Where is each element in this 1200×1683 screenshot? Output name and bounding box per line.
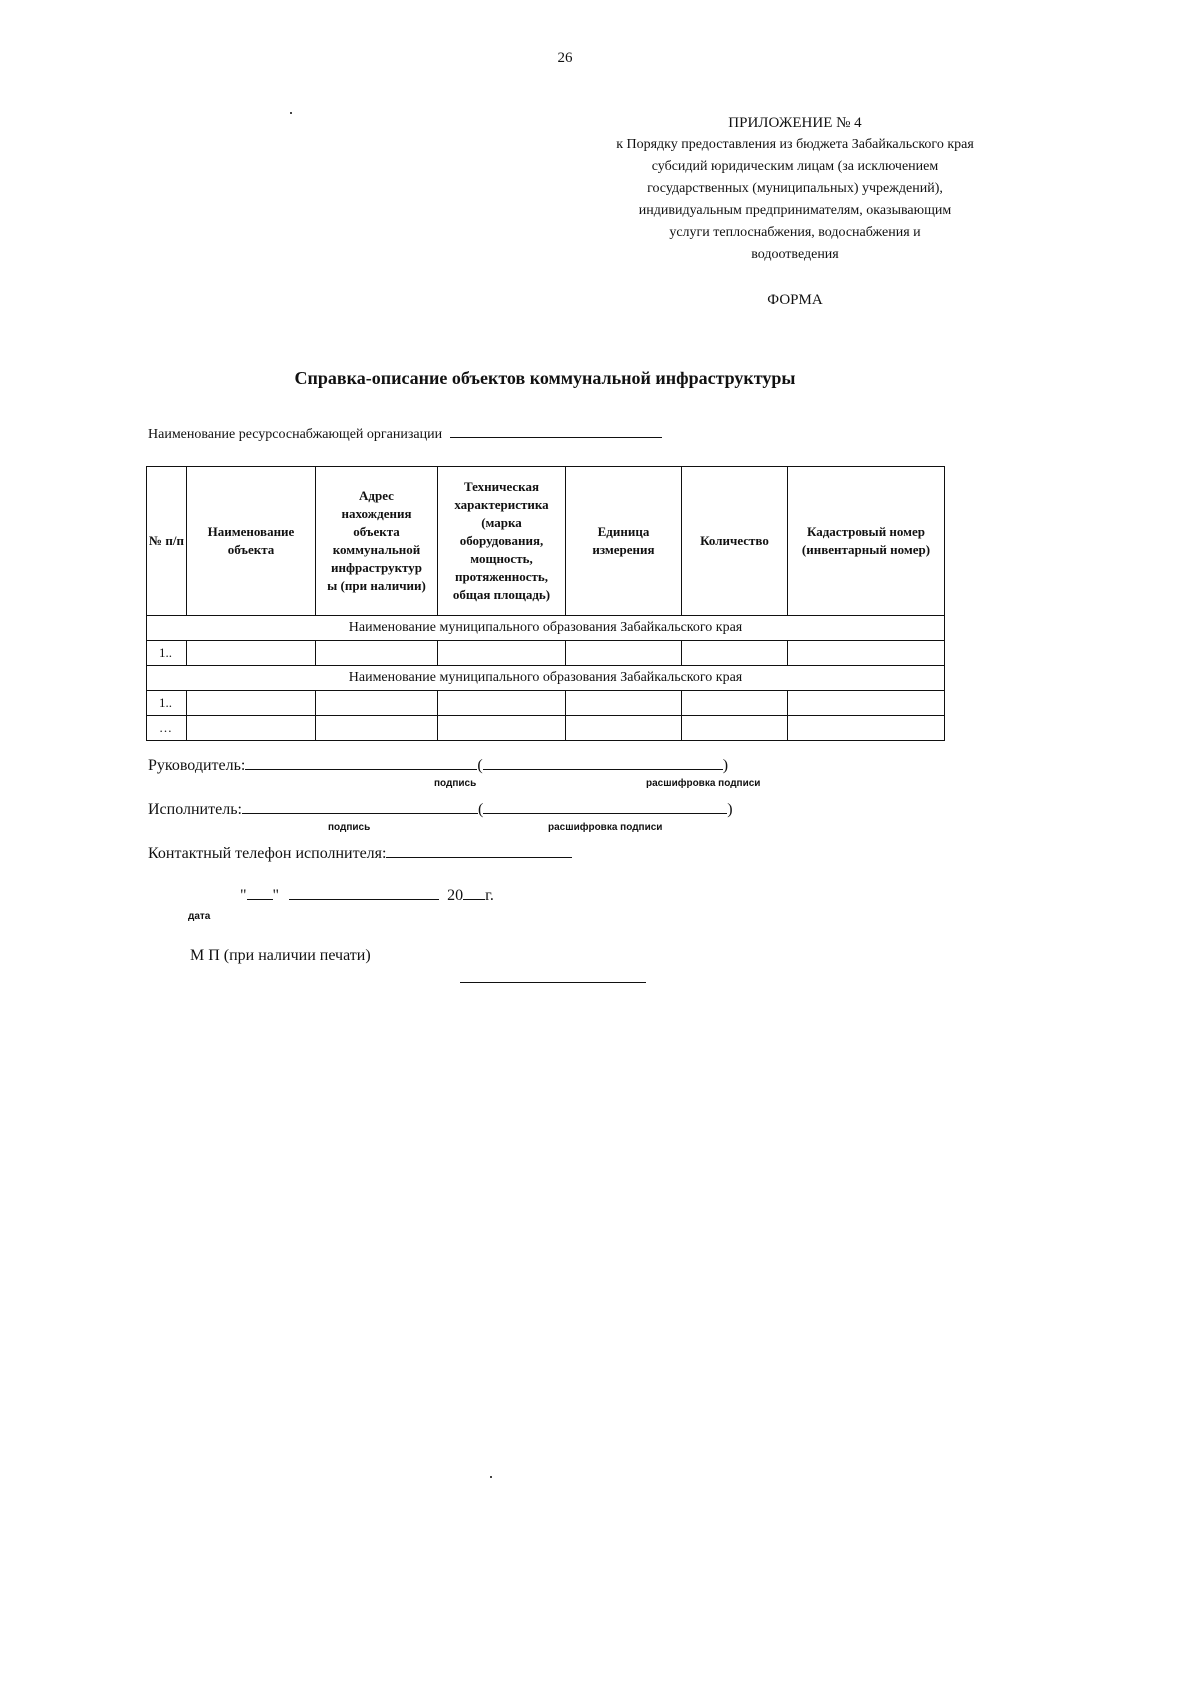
executor-signature-blank <box>242 799 478 814</box>
appendix-line: государственных (муниципальных) учреждений), <box>647 181 943 196</box>
appendix-line: субсидий юридическим лицам (за исключением <box>651 159 939 174</box>
table-cell <box>316 716 438 741</box>
appendix-line: к Порядку предоставления из бюджета Забайкальского края <box>616 137 974 152</box>
organization-blank <box>450 425 662 438</box>
table-cell <box>187 691 316 716</box>
date-month-blank <box>289 885 439 900</box>
municipality-name-cell: Наименование муниципального образования Забайкальского края <box>147 666 945 691</box>
form-label: ФОРМА <box>767 292 823 308</box>
stamp-note: М П (при наличии печати) <box>190 947 371 964</box>
page-number: 26 <box>557 50 573 66</box>
head-sign-caption: подпись <box>434 778 477 789</box>
executor-sign-caption: подпись <box>328 822 371 833</box>
header-quantity: Количество <box>682 467 788 616</box>
table-cell <box>438 691 566 716</box>
table-cell <box>438 641 566 666</box>
head-decode-caption: расшифровка подписи <box>646 778 761 789</box>
organization-label: Наименование ресурсоснабжающей организации <box>148 427 443 442</box>
table-cell <box>316 641 438 666</box>
head-decode-blank <box>483 755 723 770</box>
head-label: Руководитель: <box>148 757 246 774</box>
table-cell <box>682 641 788 666</box>
header-number: № п/п <box>147 467 187 616</box>
header-object-name: Наименование объекта <box>187 467 316 616</box>
table-cell <box>788 641 945 666</box>
date-line: " " 20 г. <box>240 887 494 904</box>
table-cell <box>566 641 682 666</box>
header-cadastral-number: Кадастровый номер (инвентарный номер) <box>788 467 945 616</box>
header-unit: Единица измерения <box>566 467 682 616</box>
table-cell <box>566 691 682 716</box>
appendix-block <box>590 112 1000 266</box>
date-caption: дата <box>188 911 211 922</box>
table-cell <box>788 691 945 716</box>
table-cell <box>316 691 438 716</box>
table-cell <box>682 716 788 741</box>
phone-blank <box>386 843 572 858</box>
table-row <box>147 691 945 716</box>
table-cell <box>788 716 945 741</box>
executor-signature-line: Исполнитель: ( ) <box>148 801 733 818</box>
appendix-line: услуги теплоснабжения, водоснабжения и <box>669 225 921 240</box>
phone-line <box>148 843 572 863</box>
head-signature-blank <box>245 755 477 770</box>
row-number: 1.. <box>147 641 187 666</box>
appendix-title: ПРИЛОЖЕНИЕ № 4 <box>728 115 862 131</box>
table-cell <box>682 691 788 716</box>
table-row <box>147 716 945 741</box>
row-number: 1.. <box>147 691 187 716</box>
executor-label: Исполнитель: <box>148 801 242 818</box>
header-address: Адрес нахождения объекта коммунальной инфраструктур ы (при наличии) <box>316 467 438 616</box>
closing-rule <box>460 982 646 983</box>
table-cell <box>187 716 316 741</box>
table-header-row <box>147 467 945 616</box>
document-title: Справка-описание объектов коммунальной инфраструктуры <box>294 368 796 388</box>
header-technical-characteristics: Техническая характеристика (марка оборудования, мощность, протяженность, общая площадь) <box>438 467 566 616</box>
table-section-row <box>147 616 945 641</box>
table-section-row <box>147 666 945 691</box>
municipality-name-cell: Наименование муниципального образования Забайкальского края <box>147 616 945 641</box>
infrastructure-table <box>146 466 945 741</box>
organization-field <box>148 425 662 443</box>
executor-decode-blank <box>483 799 727 814</box>
table-cell <box>187 641 316 666</box>
date-year-blank <box>463 885 485 900</box>
table-cell <box>438 716 566 741</box>
table-row <box>147 641 945 666</box>
executor-decode-caption: расшифровка подписи <box>548 822 663 833</box>
appendix-line: индивидуальным предпринимателям, оказывающим <box>638 203 952 218</box>
appendix-line: водоотведения <box>751 247 839 262</box>
table-cell <box>566 716 682 741</box>
scan-speck-top <box>290 112 292 114</box>
date-day-blank <box>247 885 273 900</box>
date-year-prefix: 20 <box>447 887 464 904</box>
row-number: … <box>147 716 187 741</box>
head-signature-line: Руководитель: ( ) <box>148 757 729 774</box>
phone-label: Контактный телефон исполнителя: <box>148 845 387 862</box>
scan-speck-bottom <box>490 1476 492 1478</box>
